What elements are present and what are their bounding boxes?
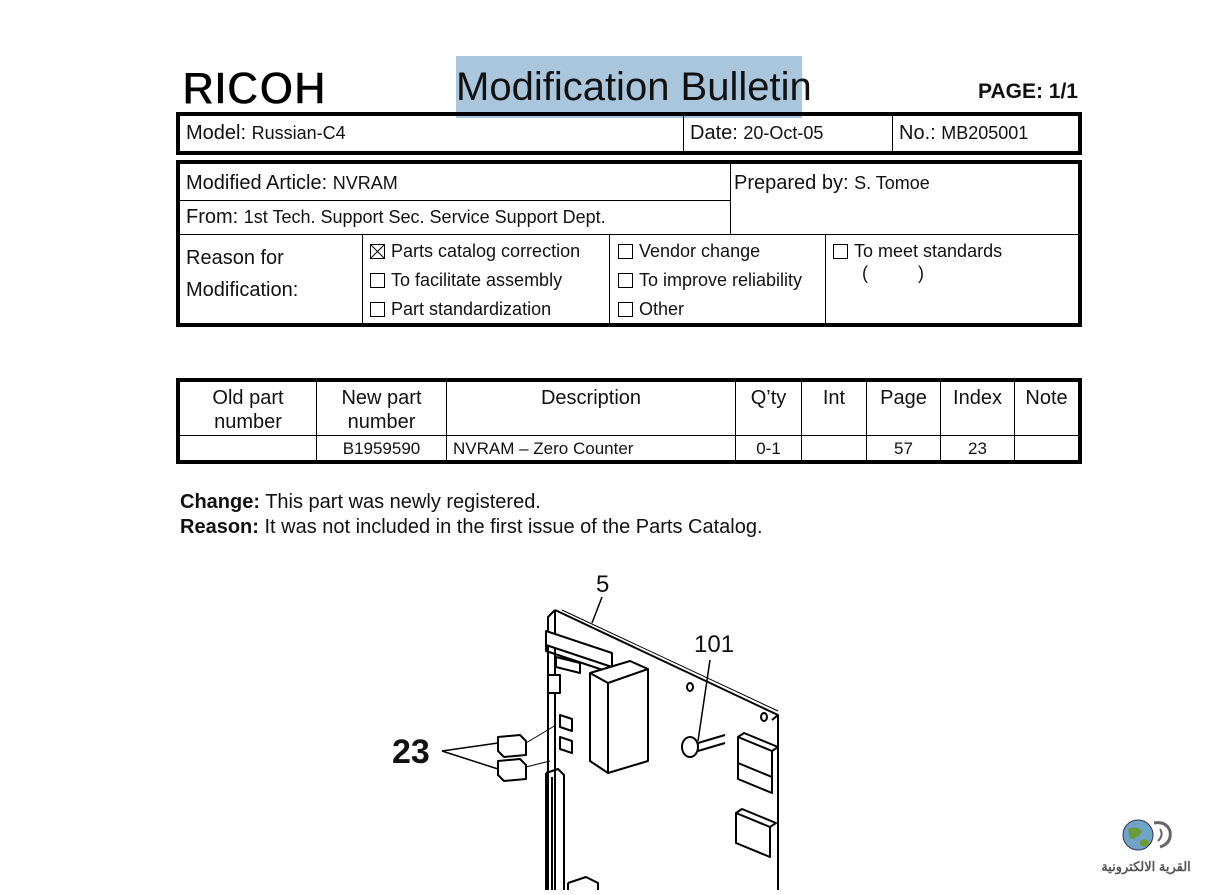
reason-option-label: To improve reliability xyxy=(639,270,803,290)
reason-other[interactable] xyxy=(618,299,684,320)
cell-qty: 0-1 xyxy=(756,439,781,458)
header-new-part-number xyxy=(317,386,446,434)
header-int: Int xyxy=(822,387,846,409)
prepared-by-label: Prepared by: xyxy=(734,172,849,194)
cell-index: 23 xyxy=(968,439,987,458)
change-notes xyxy=(180,490,763,540)
checkbox-icon[interactable] xyxy=(370,273,385,288)
header-note: Note xyxy=(1025,387,1068,409)
checkbox-icon[interactable] xyxy=(833,244,848,259)
prepared-by-field xyxy=(734,172,930,195)
modified-article-label: Modified Article: xyxy=(186,172,328,194)
header-text: New part xyxy=(341,387,422,409)
callout-101: 101 xyxy=(694,631,735,658)
reason-option-label: To meet standards xyxy=(854,241,1003,261)
checkbox-icon[interactable] xyxy=(618,244,633,259)
header-text: number xyxy=(214,411,282,433)
reason-text: It was not included in the first issue of the Parts Catalog. xyxy=(264,516,763,538)
reason-vendor-change[interactable] xyxy=(618,241,760,262)
from-label: From: xyxy=(186,206,239,228)
info-box xyxy=(176,112,1082,155)
from-field xyxy=(186,206,606,229)
header-description: Description xyxy=(540,387,642,409)
reason-meet-standards[interactable] xyxy=(833,241,1002,262)
globe-icon xyxy=(1094,815,1198,859)
change-line xyxy=(180,490,763,515)
logo-text: RICOH xyxy=(182,64,326,108)
header-qty: Q’ty xyxy=(750,387,787,409)
checkbox-icon[interactable] xyxy=(370,302,385,317)
reason-improve-reliability[interactable] xyxy=(618,270,802,291)
reason-option-label: Parts catalog correction xyxy=(391,241,581,261)
page-number: PAGE: 1/1 xyxy=(978,80,1078,103)
reason-option-label: Vendor change xyxy=(639,241,761,261)
reason-label-line-1: Reason for xyxy=(186,247,284,269)
number-value: MB205001 xyxy=(941,123,1029,143)
change-label: Change: xyxy=(180,491,260,513)
header-text: number xyxy=(347,411,416,433)
header-index: Index xyxy=(953,387,1002,409)
article-box xyxy=(176,160,1082,327)
header-page: Page xyxy=(880,387,927,409)
date-label: Date: xyxy=(690,122,738,144)
checkbox-icon[interactable] xyxy=(618,273,633,288)
change-text: This part was newly registered. xyxy=(265,491,541,513)
header-old-part-number xyxy=(180,386,316,434)
watermark-text: القرية الالكترونية xyxy=(1101,859,1191,874)
cell-description: NVRAM – Zero Counter xyxy=(453,439,634,458)
modified-article-field xyxy=(186,172,398,195)
number-field xyxy=(899,122,1028,145)
callout-5: 5 xyxy=(596,571,610,598)
model-label: Model: xyxy=(186,122,247,144)
checkbox-icon[interactable] xyxy=(618,302,633,317)
reason-option-label: Other xyxy=(639,299,685,319)
model-field xyxy=(186,122,346,145)
reason-option-label: To facilitate assembly xyxy=(391,270,563,290)
reason-label-line-2: Modification: xyxy=(186,279,299,301)
cell-new-part: B1959590 xyxy=(342,439,421,458)
ricoh-logo xyxy=(182,64,326,108)
model-value: Russian-C4 xyxy=(251,123,346,143)
reason-option-label: Part standardization xyxy=(391,299,552,319)
cell-page: 57 xyxy=(894,439,913,458)
reason-part-standardization[interactable] xyxy=(370,299,551,320)
header-text: Old part xyxy=(212,387,284,409)
reason-label xyxy=(186,242,298,306)
modified-article-value: NVRAM xyxy=(332,173,398,193)
reason-line xyxy=(180,515,763,540)
reason-parts-catalog-correction[interactable] xyxy=(370,241,580,262)
date-value: 20-Oct-05 xyxy=(743,123,824,143)
standards-parens: ( ) xyxy=(862,263,924,283)
reason-label-text: Reason: xyxy=(180,516,259,538)
callout-23: 23 xyxy=(392,733,430,771)
number-label: No.: xyxy=(899,122,936,144)
parts-table xyxy=(176,378,1082,464)
parts-diagram xyxy=(380,565,800,890)
from-value: 1st Tech. Support Sec. Service Support Dept. xyxy=(243,207,606,227)
reason-facilitate-assembly[interactable] xyxy=(370,270,562,291)
date-field xyxy=(690,122,823,145)
pcb-drawing xyxy=(380,565,800,890)
checkbox-checked-icon[interactable] xyxy=(370,244,385,259)
site-watermark xyxy=(1094,815,1198,885)
prepared-by-value: S. Tomoe xyxy=(854,173,930,193)
page-title: Modification Bulletin xyxy=(456,65,812,109)
